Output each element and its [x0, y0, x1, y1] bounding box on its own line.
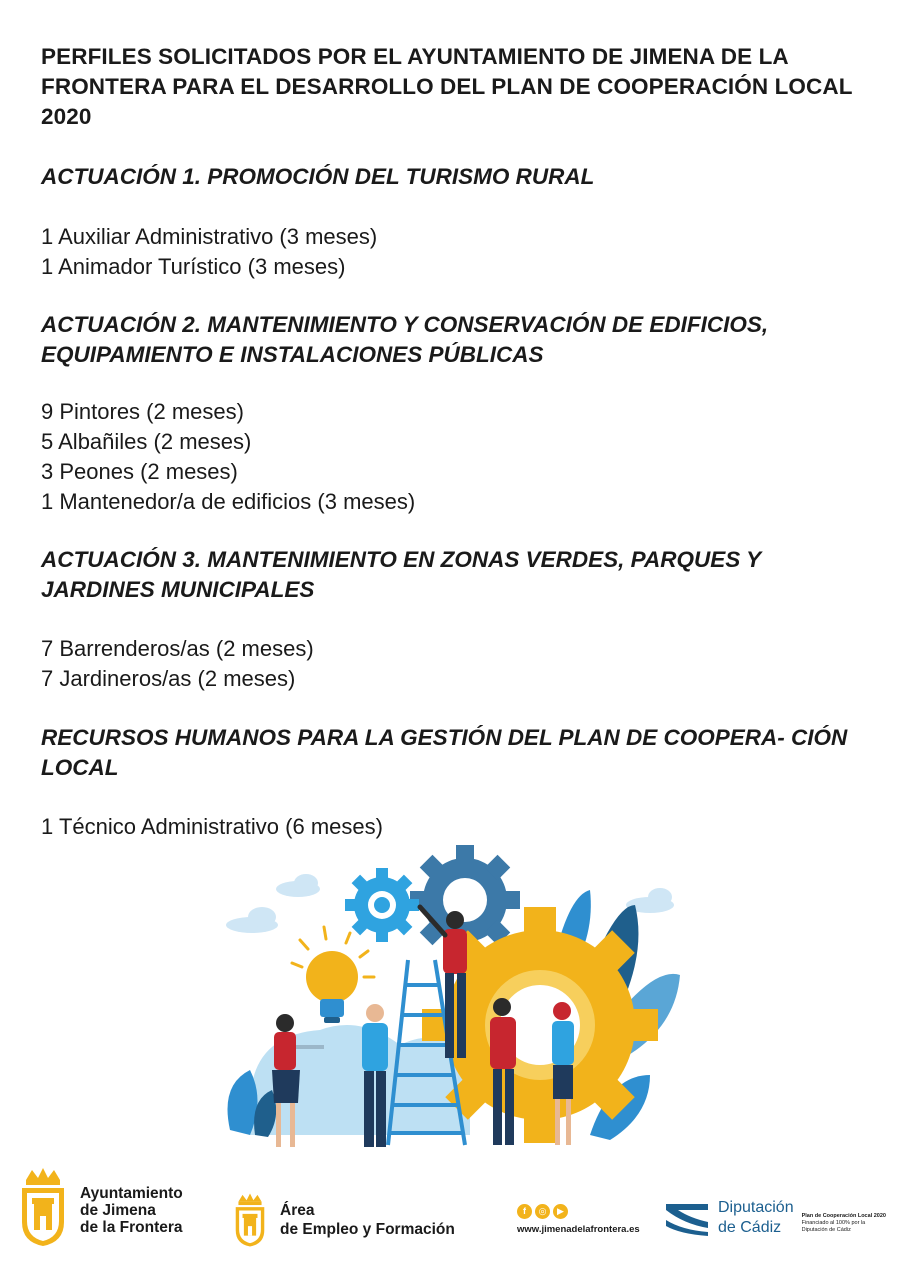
area-label: Área — [280, 1202, 315, 1219]
plan-note-text: Diputación de Cádiz — [801, 1226, 851, 1233]
youtube-icon[interactable]: ▶ — [553, 1204, 568, 1219]
ayuntamiento-label: de Jimena — [80, 1201, 156, 1219]
section-4-heading: RECURSOS HUMANOS PARA LA GESTIÓN DEL PLAN DE COOPERA- CIÓN LOCAL — [41, 725, 848, 780]
area-empleo-logo — [233, 1192, 455, 1248]
diputacion-cadiz-icon — [664, 1200, 710, 1236]
section-4-list — [41, 812, 841, 842]
list-item: 1 Auxiliar Administrativo (3 meses) — [41, 224, 378, 249]
area-label: de Empleo y Formación — [280, 1221, 455, 1238]
list-item: 7 Barrenderos/as (2 meses) — [41, 636, 314, 661]
footer-logos — [0, 1160, 900, 1260]
jimena-coat-of-arms-icon — [233, 1192, 267, 1248]
social-block — [517, 1204, 640, 1235]
diputacion-label: de Cádiz — [718, 1219, 782, 1236]
ayuntamiento-label: Ayuntamiento — [80, 1184, 183, 1202]
section-3-heading: ACTUACIÓN 3. MANTENIMIENTO EN ZONAS VERDES, PARQUES Y JARDINES MUNICIPALES — [41, 547, 761, 602]
ayuntamiento-logo — [18, 1166, 183, 1248]
ayuntamiento-label: de la Frontera — [80, 1218, 183, 1236]
list-item: 1 Animador Turístico (3 meses) — [41, 254, 346, 279]
jimena-coat-of-arms-icon — [18, 1166, 68, 1248]
plan-note-text: Financiado al 100% por la — [801, 1219, 866, 1226]
section-2-list — [41, 397, 841, 517]
plan-note-title: Plan de Cooperación Local 2020 — [801, 1212, 886, 1219]
page-title: PERFILES SOLICITADOS POR EL AYUNTAMIENTO DE JIMENA DE LA FRONTERA PARA EL DESARROLLO DEL PLAN DE COOPERACIÓN LOCAL 2020 — [41, 44, 853, 129]
list-item: 5 Albañiles (2 meses) — [41, 429, 252, 454]
teamwork-gears-illustration — [210, 845, 690, 1155]
section-1-list — [41, 222, 841, 282]
social-icons — [517, 1204, 568, 1219]
list-item: 9 Pintores (2 meses) — [41, 399, 244, 424]
list-item: 1 Técnico Administrativo (6 meses) — [41, 814, 383, 839]
diputacion-logo — [664, 1198, 892, 1238]
section-3-list — [41, 634, 841, 694]
list-item: 3 Peones (2 meses) — [41, 459, 238, 484]
list-item: 7 Jardineros/as (2 meses) — [41, 666, 296, 691]
section-1-heading: ACTUACIÓN 1. PROMOCIÓN DEL TURISMO RURAL — [41, 164, 595, 189]
section-2-heading: ACTUACIÓN 2. MANTENIMIENTO Y CONSERVACIÓN DE EDIFICIOS, EQUIPAMIENTO E INSTALACIONES PÚBLICAS — [41, 312, 769, 367]
instagram-icon[interactable]: ◎ — [535, 1204, 550, 1219]
website-link[interactable]: www.jimenadelafrontera.es — [517, 1224, 640, 1235]
facebook-icon[interactable]: f — [517, 1204, 532, 1219]
diputacion-label: Diputación — [718, 1199, 794, 1216]
list-item: 1 Mantenedor/a de edificios (3 meses) — [41, 489, 416, 514]
